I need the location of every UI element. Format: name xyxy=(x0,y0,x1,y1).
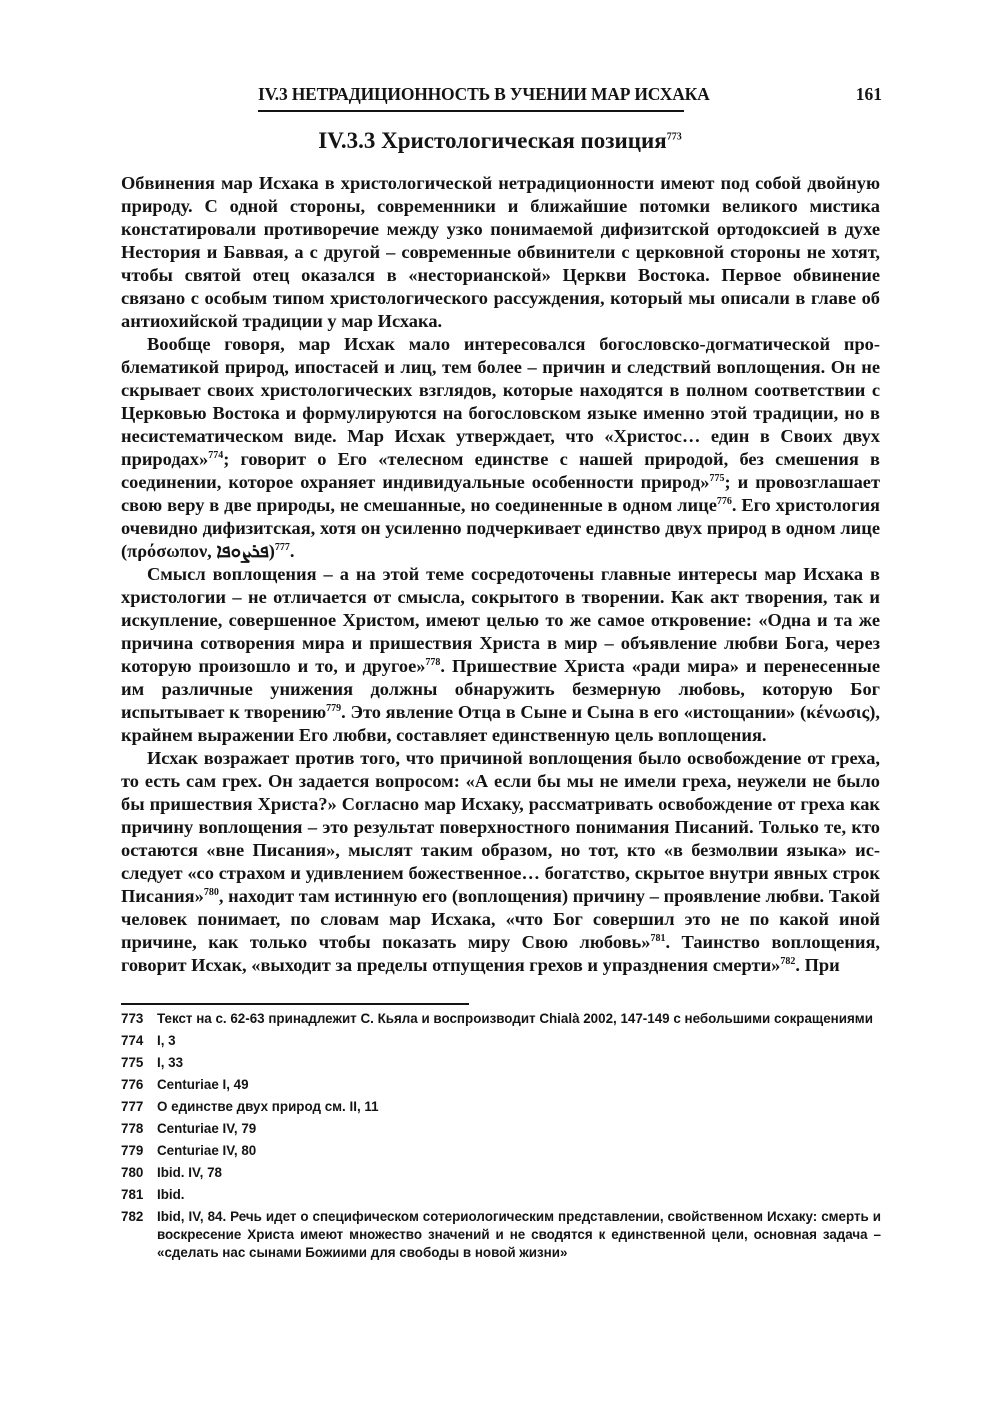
footnote-text: Ibid. xyxy=(157,1187,185,1202)
footnote xyxy=(121,1186,881,1204)
footnote xyxy=(121,1076,881,1094)
text-run: . Таинство воплощения, говорит Исхак, «выходит за пределы отпущения грехов и упразднения смерти» xyxy=(121,932,880,975)
footnote xyxy=(121,1142,881,1160)
footnote-number: 777 xyxy=(121,1099,144,1114)
footnote-number: 773 xyxy=(121,1011,144,1026)
text-run: . Это явление Отца в Сыне и Сына в его «истощании» (κένωσις), крайнем выражении Его любви, составляет единственную цель воплощения. xyxy=(121,702,880,745)
footnote-text: Centuriae IV, 79 xyxy=(157,1121,257,1136)
body-text xyxy=(121,172,880,998)
footnote-text: Ibid, IV, 84. Речь идет о специфическом сотериологическим представлении, свойственном Исхаку: смерть и воскресение Христа имеют множество значений и не сводятся к единственной цели, основная задача – «сделать нас сынами Божиими для свободы в новой жизни» xyxy=(157,1209,881,1260)
footnote-number: 781 xyxy=(121,1187,144,1202)
footnote-ref[interactable]: 781 xyxy=(650,932,666,944)
footnote-text: I, 33 xyxy=(157,1055,184,1070)
header-rule xyxy=(258,110,684,112)
footnote-number: 782 xyxy=(121,1209,144,1224)
footnote-text: I, 3 xyxy=(157,1033,176,1048)
footnote-ref[interactable]: 774 xyxy=(208,449,224,461)
footnote-ref[interactable]: 778 xyxy=(425,656,441,668)
page-number: 161 xyxy=(855,84,882,104)
footnote-ref[interactable]: 773 xyxy=(666,131,682,143)
text-run: Смысл воплощения – а на этой теме сосредоточены главные интересы мар Исхака в христологии – не отличается от смысла, сокрытого в творении. Как акт творения, так и искупление, совершенное Христом, имеют целью то же самое откровение: «Одна и та же причина сотворения мира и пришествия Христа в мир – объявление любви Бога, через которую произошло и то, и другое» xyxy=(121,564,880,676)
footnote-ref[interactable]: 776 xyxy=(716,495,732,507)
text-run: Исхак возражает против того, что причиной воплощения было освобождение от греха, то есть сам грех. Он задается вопросом: «А если бы мы не имели греха, неужели не было бы пришествия Христа?» Согласно мар Исхаку, рассматривать освобождение от греха как причину воплощения – это результат поверхностного понимания Писаний. Только те, кто остаются «вне Писания», мыслят таким образом, но тот, кто «в безмолвии языка» исследует «со страхом и удивлением божественное… богатство, скрытое внутри явных строк Писания» xyxy=(121,748,880,906)
footnote-ref[interactable]: 782 xyxy=(780,955,796,967)
footnote xyxy=(121,1120,881,1138)
text-run: Обвинения мар Исхака в христологической нетрадиционности имеют под собой двойную природу. С одной стороны, современники и ближайшие потомки великого мистика констатировали противоречие между узко понимаемой дифизитской ортодоксией в духе Нестория и Баввая, а с другой – современные обвинители с церковной стороны не хотят, чтобы святой отец оказался в «несторианской» Церкви Востока. Первое обвинение связано с особым типом христологического рассуждения, который мы описали в главе об антиохийской традиции у мар Исхака. xyxy=(121,173,880,331)
footnote-text: Текст на с. 62-63 принадлежит С. Кьяла и воспроизводит Chialà 2002, 147-149 с небольшими сокращениями xyxy=(157,1011,873,1026)
footnote xyxy=(121,1010,881,1028)
section-title xyxy=(120,128,880,154)
text-run: ; говорит о Его «телесном единстве с нашей природой, без смешения в соединении, которое охраняет индивидуальные особенности природ» xyxy=(121,449,880,492)
footnote-number: 776 xyxy=(121,1077,144,1092)
section-title-text: IV.3.3 Христологическая позиция xyxy=(318,128,667,153)
footnote-text: Centuriae I, 49 xyxy=(157,1077,249,1092)
footnote-number: 780 xyxy=(121,1165,144,1180)
footnote-ref[interactable]: 775 xyxy=(709,472,725,484)
text-run: . xyxy=(289,541,295,561)
footnote-text: О единстве двух природ см. II, 11 xyxy=(157,1099,379,1114)
footnote-number: 779 xyxy=(121,1143,144,1158)
text-run: . Его христология очевидно дифизитская, хотя он усиленно подчеркивает единство двух природ в одном лице (πρόσωπον, ܦܪܨܘܦܐ) xyxy=(121,495,880,561)
footnote-rule xyxy=(121,1003,469,1005)
footnote-number: 778 xyxy=(121,1121,144,1136)
footnote-ref[interactable]: 777 xyxy=(274,541,290,553)
footnote-ref[interactable]: 780 xyxy=(203,886,219,898)
body-paragraph xyxy=(121,747,880,977)
footnote xyxy=(121,1054,881,1072)
text-run: Вообще говоря, мар Исхак мало интересовался богословско-догматической проблематикой природ, ипостасей и лиц, тем более – причин и следствий воплощения. Он не скрывает своих христологических взглядов, которые находятся в полном соответствии с Церковью Востока и формулируются на богословском языке именно этой традиции, но в несистематическом виде. Мар Исхак утверждает, что «Христос… един в Своих двух природах» xyxy=(121,334,880,469)
footnotes xyxy=(121,1010,881,1266)
body-paragraph xyxy=(121,333,880,563)
footnote xyxy=(121,1032,881,1050)
body-paragraph xyxy=(121,563,880,747)
footnote xyxy=(121,1098,881,1116)
footnote-text: Ibid. IV, 78 xyxy=(157,1165,222,1180)
footnote-text: Centuriae IV, 80 xyxy=(157,1143,257,1158)
footnote-ref[interactable]: 779 xyxy=(326,702,342,714)
footnote xyxy=(121,1164,881,1182)
text-run: . Пришествие Христа «ради мира» и перенесенные им различные унижения должны обнаружить безмерную любовь, которую Бог испытывает к творению xyxy=(121,656,880,722)
text-run: ; и провозглашает свою веру в две природы, не смешанные, но соединенные в одном лице xyxy=(121,472,880,515)
running-header: IV.3 НЕТРАДИЦИОННОСТЬ В УЧЕНИИ МАР ИСХАКА xyxy=(258,84,710,104)
footnote-number: 774 xyxy=(121,1033,144,1048)
text-run: . При xyxy=(795,955,840,975)
footnote-number: 775 xyxy=(121,1055,144,1070)
footnote xyxy=(121,1208,881,1262)
body-paragraph xyxy=(121,172,880,333)
text-run: , находит там истинную его (воплощения) причину – проявление любви. Такой человек понимает, по словам мар Исхака, «что Бог совершил это не по какой иной причине, как только чтобы показать миру Свою любовь» xyxy=(121,886,880,952)
